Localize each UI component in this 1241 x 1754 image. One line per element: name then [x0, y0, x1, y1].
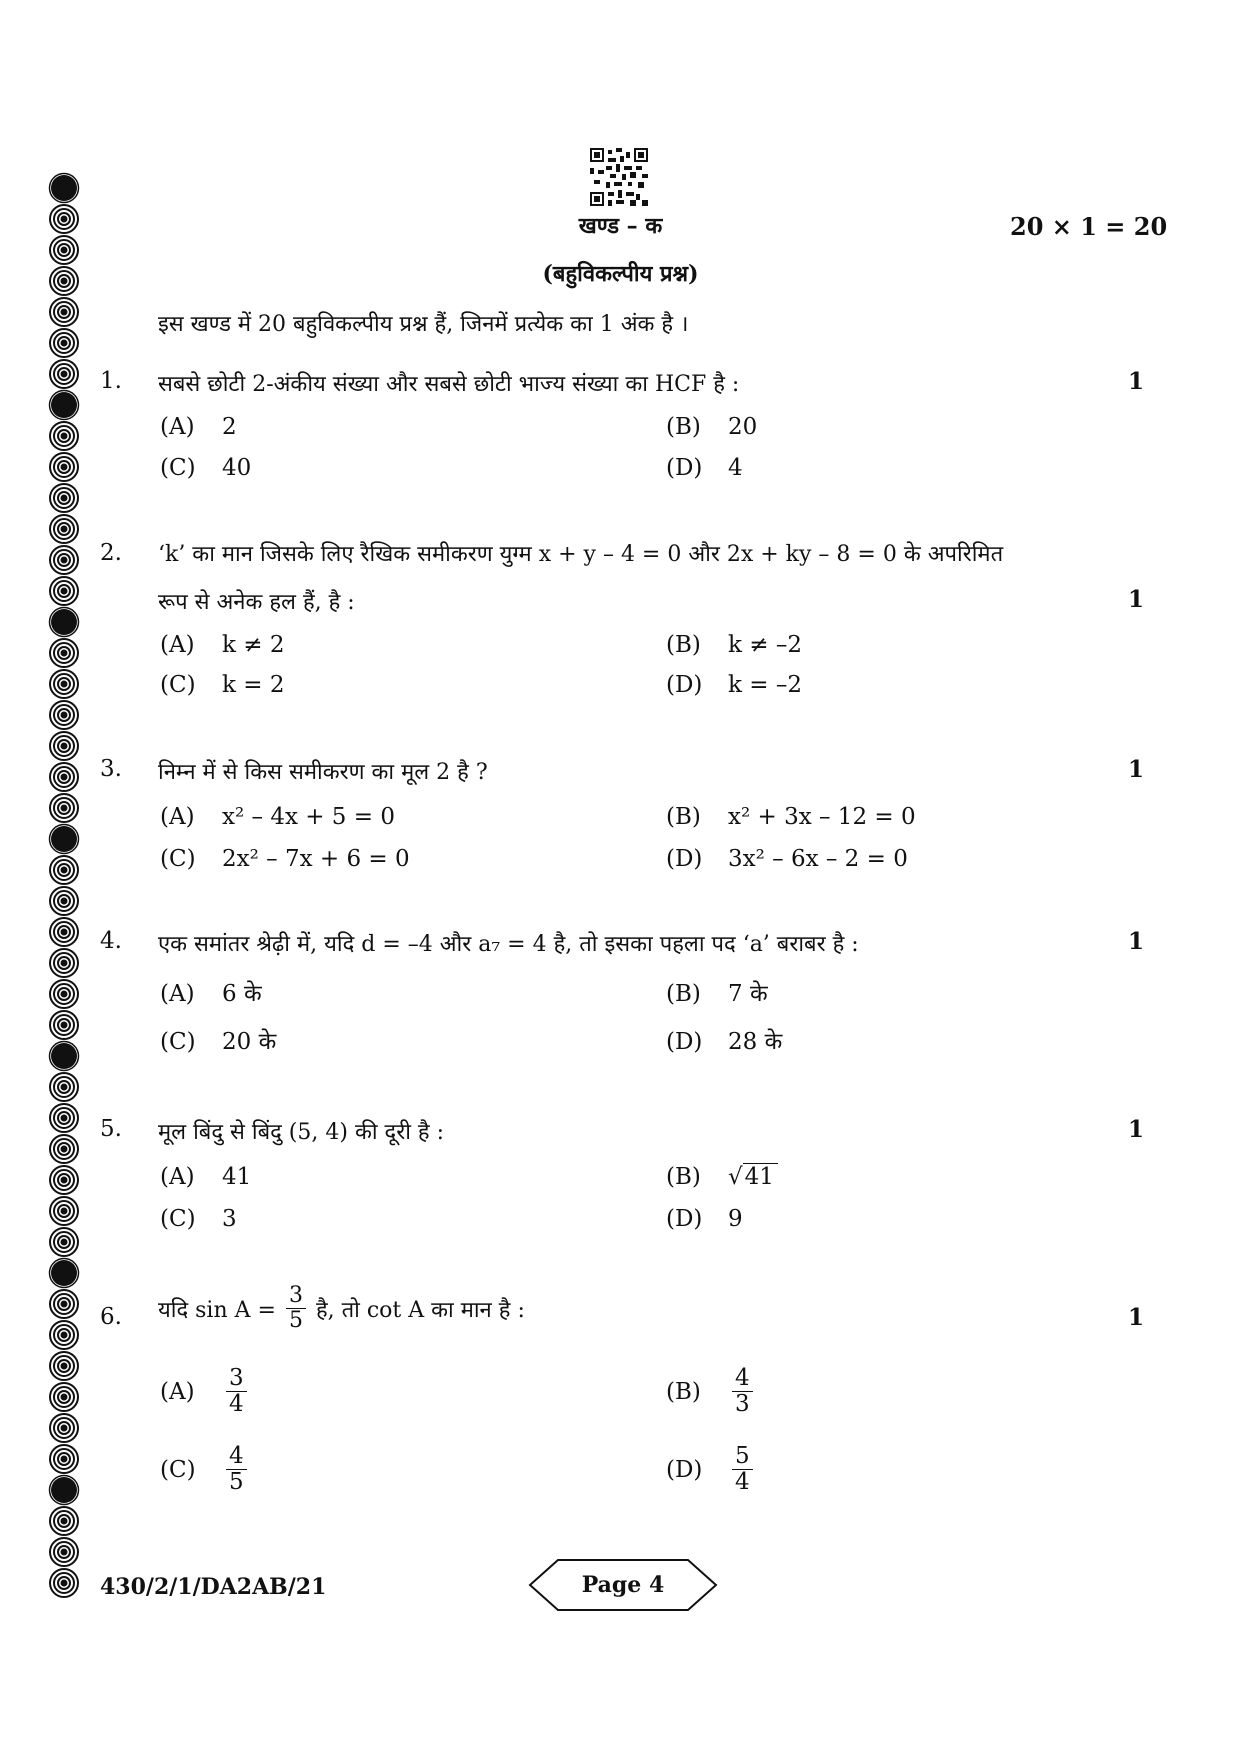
- option-value: 4: [728, 455, 743, 481]
- question-number: 4.: [100, 928, 122, 954]
- fraction: [226, 1444, 247, 1496]
- option-value: 7 के: [728, 981, 768, 1007]
- question-number: 1.: [100, 368, 122, 394]
- ring-mark: [50, 732, 78, 760]
- ring-mark: [50, 1414, 78, 1442]
- option-d: [666, 1206, 743, 1232]
- ring-mark: [50, 1073, 78, 1101]
- fraction-denominator: 4: [229, 1391, 244, 1418]
- section-title: खण्ड – क: [578, 213, 663, 239]
- question-marks: 1: [1128, 756, 1145, 783]
- question-text: एक समांतर श्रेढ़ी में, यदि d = –4 और a₇ = 4 है, तो इसका पहला पद ‘a’ बराबर है :: [158, 932, 859, 957]
- filled-dot-mark: [50, 608, 79, 637]
- option-label: (B): [666, 632, 701, 658]
- option-c: [160, 455, 251, 481]
- option-label: (C): [160, 846, 196, 872]
- option-c: [160, 846, 410, 872]
- option-label: (D): [666, 455, 703, 481]
- fraction-denominator: 5: [288, 1308, 303, 1334]
- option-label: (A): [160, 414, 195, 440]
- ring-mark: [50, 577, 78, 605]
- section-subtitle: (बहुविकल्पीय प्रश्न): [542, 261, 699, 287]
- option-d: [666, 1024, 782, 1056]
- ring-mark: [50, 1507, 78, 1535]
- option-value: 2: [222, 414, 237, 440]
- ring-mark: [50, 763, 78, 791]
- ring-mark: [50, 484, 78, 512]
- option-label: (D): [666, 672, 703, 698]
- ring-mark: [50, 1569, 78, 1597]
- option-label: (D): [666, 1456, 703, 1483]
- option-value: 2x² – 7x + 6 = 0: [222, 846, 410, 872]
- option-value: 41: [743, 1163, 778, 1190]
- question-marks: 1: [1128, 368, 1145, 395]
- option-value: k ≠ 2: [222, 632, 285, 658]
- option-a: [160, 804, 395, 830]
- option-a: [160, 632, 284, 658]
- option-value: x² + 3x – 12 = 0: [728, 804, 916, 830]
- option-label: (B): [666, 981, 701, 1007]
- fraction-numerator: 3: [226, 1366, 247, 1392]
- section-instruction: इस खण्ड में 20 बहुविकल्पीय प्रश्न हैं, जिनमें प्रत्येक का 1 अंक है ।: [158, 312, 689, 337]
- ring-mark: [50, 329, 78, 357]
- filled-dot-mark: [50, 391, 79, 420]
- filled-dot-mark: [50, 1042, 79, 1071]
- option-d: [666, 672, 802, 698]
- option-c: [160, 1206, 237, 1232]
- ring-mark: [50, 1352, 78, 1380]
- option-c: [160, 672, 284, 698]
- ring-mark: [50, 1166, 78, 1194]
- option-value: 41: [222, 1164, 252, 1190]
- ring-mark: [50, 515, 78, 543]
- ring-mark: [50, 1197, 78, 1225]
- fraction-numerator: 4: [226, 1444, 247, 1470]
- question-text: मूल बिंदु से बिंदु (5, 4) की दूरी है :: [158, 1120, 444, 1145]
- ring-mark: [50, 1538, 78, 1566]
- option-value: 40: [222, 455, 252, 481]
- ring-mark: [50, 1321, 78, 1349]
- paper-code: 430/2/1/DA2AB/21: [100, 1574, 327, 1600]
- option-b: [666, 632, 802, 658]
- option-label: (A): [160, 804, 195, 830]
- question-text: [158, 1284, 525, 1333]
- ring-mark: [50, 453, 78, 481]
- option-label: (A): [160, 1378, 195, 1405]
- question-number: 2.: [100, 540, 122, 566]
- qr-code-icon: [590, 148, 648, 206]
- ring-mark: [50, 670, 78, 698]
- ring-mark: [50, 949, 78, 977]
- question-number: 5.: [100, 1116, 122, 1142]
- ring-mark: [50, 918, 78, 946]
- question-number: 6.: [100, 1304, 122, 1330]
- option-a: [160, 414, 237, 440]
- option-value: x² – 4x + 5 = 0: [222, 804, 395, 830]
- option-d: [666, 846, 908, 872]
- option-label: (A): [160, 1164, 195, 1190]
- ring-mark: [50, 1104, 78, 1132]
- option-c: [160, 1024, 276, 1056]
- option-b: [666, 804, 916, 830]
- filled-dot-mark: [50, 1259, 79, 1288]
- filled-dot-mark: [50, 825, 79, 854]
- option-label: (B): [666, 1378, 701, 1405]
- option-value: 20 के: [222, 1029, 277, 1055]
- question-text: सबसे छोटी 2-अंकीय संख्या और सबसे छोटी भाज्य संख्या का HCF है :: [158, 372, 740, 397]
- option-label: (D): [666, 846, 703, 872]
- option-value: k = 2: [222, 672, 285, 698]
- option-value: 6 के: [222, 981, 262, 1007]
- option-b: [666, 1164, 778, 1190]
- option-label: (C): [160, 1029, 196, 1055]
- sqrt-icon: √: [728, 1164, 743, 1190]
- question-marks: 1: [1128, 1304, 1145, 1331]
- option-label: (B): [666, 804, 701, 830]
- ring-mark: [50, 360, 78, 388]
- option-value: 3x² – 6x – 2 = 0: [728, 846, 908, 872]
- option-label: (B): [666, 1164, 701, 1190]
- option-label: (A): [160, 981, 195, 1007]
- fraction-denominator: 3: [735, 1391, 750, 1418]
- option-a: [160, 1164, 251, 1190]
- question-marks: 1: [1128, 928, 1145, 955]
- option-label: (A): [160, 632, 195, 658]
- option-label: (C): [160, 672, 196, 698]
- option-a: [160, 1366, 251, 1418]
- option-a: [160, 976, 262, 1008]
- question-number: 3.: [100, 756, 122, 782]
- option-value: 20: [728, 414, 758, 440]
- fraction: [732, 1366, 753, 1418]
- ring-mark: [50, 856, 78, 884]
- ring-mark: [50, 546, 78, 574]
- option-label: (D): [666, 1029, 703, 1055]
- fraction: [226, 1366, 247, 1418]
- option-value: 3: [222, 1206, 237, 1232]
- question-text-post: है, तो cot A का मान है :: [315, 1297, 525, 1323]
- ring-mark: [50, 298, 78, 326]
- question-text-pre: यदि sin A =: [158, 1297, 276, 1323]
- option-b: [666, 414, 757, 440]
- ring-mark: [50, 887, 78, 915]
- filled-dot-mark: [50, 174, 79, 203]
- ring-mark: [50, 422, 78, 450]
- question-marks: 1: [1128, 1116, 1145, 1143]
- option-value: 9: [728, 1206, 743, 1232]
- fraction: [286, 1284, 306, 1333]
- question-text-line1: ‘k’ का मान जिसके लिए रैखिक समीकरण युग्म x + y – 4 = 0 और 2x + ky – 8 = 0 के अपरिमित: [158, 542, 1004, 567]
- filled-dot-mark: [50, 1476, 79, 1505]
- ring-mark: [50, 701, 78, 729]
- ring-mark: [50, 1011, 78, 1039]
- ring-mark: [50, 980, 78, 1008]
- option-c: [160, 1444, 251, 1496]
- page-number: Page 4: [581, 1572, 665, 1598]
- section-marks-total: 20 × 1 = 20: [1010, 212, 1168, 241]
- option-value: 28 के: [728, 1029, 783, 1055]
- option-label: (C): [160, 1456, 196, 1483]
- fraction-denominator: 5: [229, 1469, 244, 1496]
- ring-mark: [50, 1228, 78, 1256]
- option-d: [666, 1444, 757, 1496]
- ring-mark: [50, 1290, 78, 1318]
- fraction-numerator: 5: [732, 1444, 753, 1470]
- option-label: (B): [666, 414, 701, 440]
- question-text: निम्न में से किस समीकरण का मूल 2 है ?: [158, 760, 488, 785]
- option-label: (C): [160, 455, 196, 481]
- fraction-numerator: 3: [286, 1284, 306, 1309]
- ring-mark: [50, 639, 78, 667]
- ring-mark: [50, 1135, 78, 1163]
- question-text-line2: रूप से अनेक हल हैं, है :: [158, 590, 355, 615]
- option-value: k = –2: [728, 672, 802, 698]
- option-value: k ≠ –2: [728, 632, 802, 658]
- option-label: (C): [160, 1206, 196, 1232]
- ring-mark: [50, 1445, 78, 1473]
- option-label: (D): [666, 1206, 703, 1232]
- ring-mark: [50, 794, 78, 822]
- fraction-denominator: 4: [735, 1469, 750, 1496]
- option-b: [666, 976, 768, 1008]
- option-b: [666, 1366, 757, 1418]
- ring-mark: [50, 1383, 78, 1411]
- question-marks: 1: [1128, 586, 1145, 613]
- fraction: [732, 1444, 753, 1496]
- option-d: [666, 455, 743, 481]
- margin-registration-strip: [44, 172, 84, 1612]
- fraction-numerator: 4: [732, 1366, 753, 1392]
